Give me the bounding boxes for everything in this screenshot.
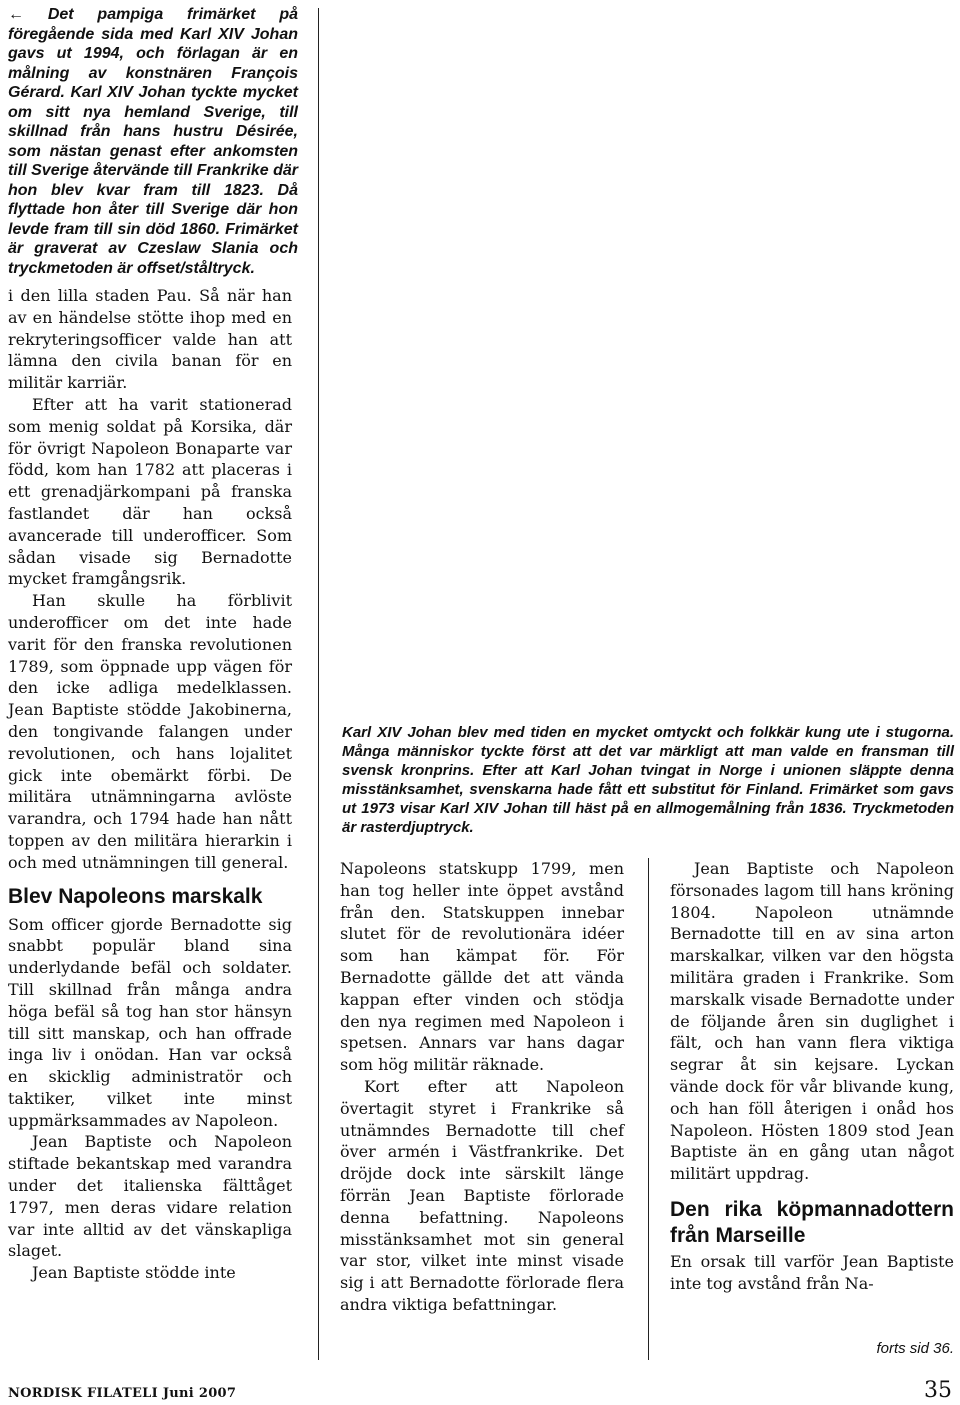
caption-right bbox=[342, 723, 954, 837]
column-rule-2 bbox=[648, 858, 649, 1360]
paragraph: Jean Baptiste stödde inte bbox=[32, 1263, 236, 1283]
continued-note: forts sid 36. bbox=[876, 1340, 954, 1357]
page-number: 35 bbox=[924, 1378, 952, 1403]
section-heading: Den rika köpmannadottern från Marseille bbox=[670, 1197, 954, 1247]
footer-publication: NORDISK FILATELI Juni 2007 bbox=[8, 1386, 237, 1401]
paragraph: Napoleons statskupp 1799, men han tog heller inte öppet avstånd från den. Statskuppen innebar slutet för de revolutionära idéer som han kämpat för. För Bernadotte gällde det att vända kappan efter vinden och stödja den nya regimen med Napoleon i spetsen. Annars var hans dagar som hög militär räknade. bbox=[340, 859, 624, 1075]
paragraph: Efter att ha varit stationerad som menig soldat på Korsika, där för övrigt Napoleon Bonaparte var född, kom han 1782 att placeras i ett grenadjärkompani på franska fastlandet där han också avancerade till underofficer. Som sådan visade sig Bernadotte mycket framgångsrik. bbox=[8, 394, 292, 589]
arrow-left-icon: ← bbox=[8, 6, 24, 23]
paragraph: Kort efter att Napoleon övertagit styret i Frankrike så utnämndes Bernadotte till chef över armén i Västfrankrike. Det dröjde dock inte särskilt länge förrän Jean Baptiste förlorade denna befattning. Napoleons misstänksamhet mot sin general var stor, vilket inte minst visade sig i att Bernadotte förlorade flera andra viktiga befattningar. bbox=[340, 1076, 624, 1314]
caption-right-text: Karl XIV Johan blev med tiden en mycket omtyckt och folkkär kung ute i stugorna. Många människor tyckte först att det var märkligt att man valde en fransman till svensk kronprins. Efter att Karl Johan tvingat in Norge i unionen släppte denna misstänksamhet, svenskarna hade fått ett substitut för Finland. Frimärket som gavs ut 1973 visar Karl XIV Johan till häst på en allmogemålning från 1836. Tryckmetoden är rasterdjuptryck. bbox=[342, 724, 954, 836]
paragraph: Han skulle ha förblivit underofficer om det inte hade varit för den franska revolutionen 1789, som öppnade upp vägen för den icke adliga medelklassen. Jean Baptiste stödde Jakobinerna, den tongivande falangen under revolutionen, och hans lojalitet gick inte obemärkt förbi. De militära utnämningarna avlöste varandra, och 1794 hade han nått toppen av den militära hierarkin i och med utnämningen till general. bbox=[8, 591, 292, 872]
article-column-1 bbox=[8, 285, 292, 1284]
caption-top-text: Det pampiga frimärket på föregående sida med Karl XIV Johan gavs ut 1994, och förlagan är en målning av konstnären François Gérard. Karl XIV Johan tyckte mycket om sitt nya hemland Sverige, till skillnad från hans hustru Désirée, som nästan genast efter ankomsten till Sverige återvände till Frankrike där hon blev kvar fram till 1823. Då flyttade hon åter till Sverige där hon levde fram till sin död 1860. Frimärket är graverat av Czeslaw Slania och tryckmetoden är offset/ståltryck. bbox=[8, 6, 298, 277]
section-heading: Blev Napoleons marskalk bbox=[8, 884, 263, 908]
paragraph: i den lilla staden Pau. Så när han av en händelse stötte ihop med en rekryteringsofficer valde han att lämna den civila banan för en militär karriär. bbox=[8, 286, 292, 393]
paragraph: Jean Baptiste och Napoleon försonades lagom till hans kröning 1804. Napoleon utnämnde Bernadotte till en av sina arton marskalkar, vilken var den högsta militära graden i Frankrike. Som marskalk visade Bernadotte under de följande åren sin duglighet i fält, och han vann flera viktiga segrar åt sin kejsare. Lyckan vände dock för vår blivande kung, och han föll återigen i onåd hos Napoleon. Hösten 1809 stod Jean Baptiste än en gång utan något militärt uppdrag. bbox=[670, 859, 954, 1184]
paragraph: En orsak till varför Jean Baptiste inte tog avstånd från Na- bbox=[670, 1251, 954, 1293]
paragraph: Jean Baptiste och Napoleon stiftade bekantskap med varandra under det italienska fälttåget 1797, men deras vidare relation var inte alltid av det vänskapliga slaget. bbox=[8, 1132, 292, 1261]
paragraph: Som officer gjorde Bernadotte sig snabbt populär bland sina underlydande befäl och soldater. Till skillnad från många andra höga befäl så tog han stor hänsyn till sitt manskap, och han offrade inga liv i onödan. Han var också en skicklig administratör och taktiker, vilket inte minst uppmärksammades av Napoleon. bbox=[8, 914, 292, 1130]
column-rule-1 bbox=[318, 8, 319, 1360]
article-column-2 bbox=[340, 858, 624, 1316]
article-column-3 bbox=[670, 858, 954, 1295]
caption-top bbox=[8, 5, 298, 278]
